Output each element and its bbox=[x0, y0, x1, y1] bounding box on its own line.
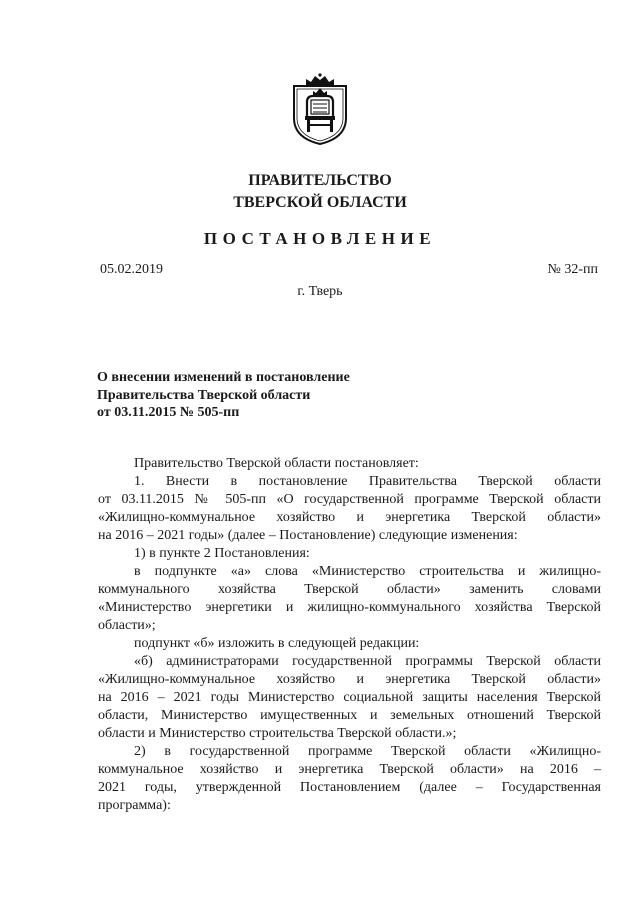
document-type-title: ПОСТАНОВЛЕНИЕ bbox=[203, 229, 437, 248]
body-line: 2) в государственной программе Тверской области «Жилищно- bbox=[134, 744, 601, 759]
body-line: подпункт «б» изложить в следующей редакции: bbox=[134, 636, 420, 651]
subject-line: от 03.11.2015 № 505-пп bbox=[97, 405, 240, 420]
body-line: 2021 годы, утвержденной Постановлением (далее – Государственная bbox=[98, 780, 601, 795]
body-line: на 2016 – 2021 годы Министерство социальной защиты населения Тверской bbox=[98, 690, 601, 705]
body-line: «Жилищно-коммунальное хозяйство и энергетика Тверской области» bbox=[98, 510, 601, 525]
body-line: «Жилищно-коммунальное хозяйство и энергетика Тверской области» bbox=[98, 672, 601, 687]
document-city: г. Тверь bbox=[297, 284, 343, 299]
tver-coat-of-arms-emblem bbox=[291, 72, 349, 146]
body-line: 1) в пункте 2 Постановления: bbox=[134, 546, 310, 561]
subject-line: О внесении изменений в постановление bbox=[97, 370, 350, 385]
body-line: области»; bbox=[98, 618, 156, 633]
body-line: области, Министерство имущественных и земельных отношений Тверской bbox=[98, 708, 601, 723]
document-date: 05.02.2019 bbox=[100, 262, 163, 277]
document-body bbox=[98, 455, 601, 815]
body-line: «Министерство энергетики и жилищно-коммунального хозяйства Тверской bbox=[98, 600, 601, 615]
body-line: Правительство Тверской области постановляет: bbox=[134, 456, 419, 471]
document-number: № 32-пп bbox=[547, 262, 598, 277]
body-line: коммунального хозяйства Тверской области» заменить словами bbox=[98, 582, 601, 597]
body-line: области и Министерство строительства Тверской области.»; bbox=[98, 726, 457, 741]
subject-line: Правительства Тверской области bbox=[97, 387, 311, 403]
body-line: от 03.11.2015 № 505-пп «О государственной программе Тверской области bbox=[98, 492, 601, 507]
body-line: коммунальное хозяйство и энергетика Тверской области» на 2016 – bbox=[98, 762, 601, 777]
organization-name-line-1: ПРАВИТЕЛЬСТВО bbox=[248, 172, 392, 189]
organization-name-line-2: ТВЕРСКОЙ ОБЛАСТИ bbox=[233, 194, 407, 211]
body-line: 1. Внести в постановление Правительства Тверской области bbox=[134, 474, 601, 489]
body-line: в подпункте «а» слова «Министерство строительства и жилищно- bbox=[134, 564, 601, 579]
document-subject bbox=[97, 369, 350, 422]
body-line: программа): bbox=[98, 798, 171, 813]
body-line: «б) администраторами государственной программы Тверской области bbox=[134, 654, 601, 669]
body-line: на 2016 – 2021 годы» (далее – Постановление) следующие изменения: bbox=[98, 528, 518, 543]
